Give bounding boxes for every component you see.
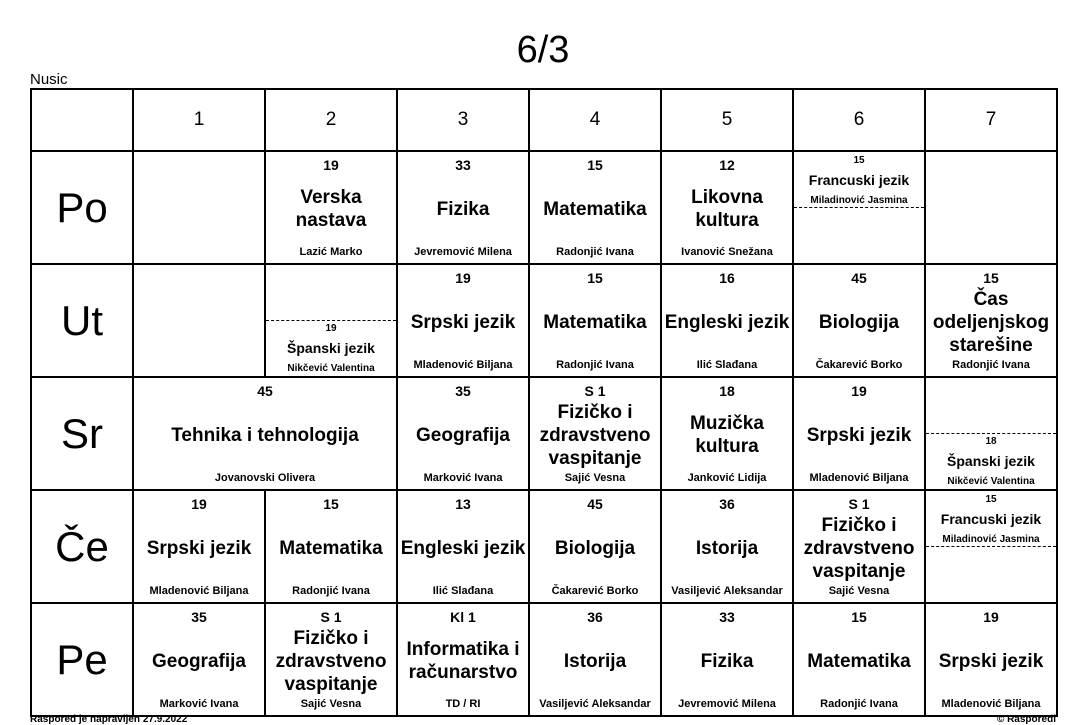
room-number: 19: [191, 496, 207, 512]
room-number: 19: [983, 609, 999, 625]
school-name: Nusic: [30, 71, 68, 88]
period-header: 2: [265, 89, 397, 151]
lesson-cell: [925, 603, 1057, 716]
lesson-cell: [397, 490, 529, 603]
day-row: [31, 377, 1057, 490]
room-number: 19: [455, 270, 471, 286]
teacher-name: Radonjić Ivana: [292, 585, 370, 597]
room-number: 45: [587, 496, 603, 512]
lesson-cell: [925, 377, 1057, 490]
room-number: 19: [851, 383, 867, 399]
day-label: Pe: [31, 603, 133, 716]
teacher-name: Radonjić Ivana: [820, 698, 898, 710]
teacher-name: Čakarević Borko: [815, 359, 903, 371]
day-row: [31, 151, 1057, 264]
lesson-cell: [793, 151, 925, 264]
subject-name: Tehnika i tehnologija: [171, 424, 359, 446]
room-number: 18: [985, 436, 997, 447]
subject-name: Srpski jezik: [806, 424, 912, 446]
lesson-cell: [529, 377, 661, 490]
teacher-name: Nikčević Valentina: [287, 363, 375, 374]
teacher-name: Marković Ivana: [159, 698, 239, 710]
room-number: 35: [455, 383, 471, 399]
subject-name: Informatika i računarstvo: [406, 639, 520, 683]
subject-name: Muzička kultura: [690, 413, 764, 457]
lesson-cell: [397, 264, 529, 377]
subject-name: Biologija: [818, 311, 900, 333]
room-number: 16: [719, 270, 735, 286]
subject-name: Srpski jezik: [410, 311, 516, 333]
teacher-name: Nikčević Valentina: [947, 476, 1035, 487]
room-number: 13: [455, 496, 471, 512]
room-number: 19: [323, 157, 339, 173]
room-number: 15: [323, 496, 339, 512]
subject-name: Fizičko i zdravstveno vaspitanje: [275, 627, 387, 695]
room-number: 36: [587, 609, 603, 625]
subject-name: Geografija: [152, 650, 246, 672]
subject-name: Španski jezik: [947, 453, 1035, 469]
lesson-cell: [529, 264, 661, 377]
class-title: 6/3: [516, 29, 570, 71]
day-label: Ut: [31, 264, 133, 377]
room-number: Kl 1: [450, 609, 476, 625]
teacher-name: Mladenović Biljana: [941, 698, 1041, 710]
teacher-name: Ilić Slađana: [432, 585, 494, 597]
teacher-name: Marković Ivana: [423, 472, 503, 484]
teacher-name: Miladinović Jasmina: [810, 195, 908, 206]
room-number: 15: [983, 270, 999, 286]
lesson-cell: [793, 377, 925, 490]
subject-name: Fizičko i zdravstveno vaspitanje: [803, 514, 915, 582]
room-number: 15: [851, 609, 867, 625]
subject-name: Čas odeljenjskog starešine: [932, 288, 1050, 356]
teacher-name: Lazić Marko: [299, 246, 363, 258]
room-number: 33: [719, 609, 735, 625]
subject-name: Fizika: [700, 650, 754, 672]
subject-name: Engleski jezik: [400, 537, 526, 559]
subject-name: Likovna kultura: [691, 187, 763, 231]
subject-name: Matematika: [543, 311, 647, 333]
timetable: [30, 88, 1058, 717]
day-row: [31, 490, 1057, 603]
teacher-name: TD / RI: [445, 698, 481, 710]
lesson-cell: [133, 151, 265, 264]
subject-name: Matematika: [543, 198, 647, 220]
group-lesson: [926, 433, 1056, 488]
subject-name: Matematika: [807, 650, 911, 672]
room-number: S 1: [320, 609, 342, 625]
teacher-name: Miladinović Jasmina: [942, 534, 1040, 545]
day-label: Sr: [31, 377, 133, 490]
lesson-cell: [133, 377, 397, 490]
lesson-cell: [925, 151, 1057, 264]
lesson-cell: [529, 490, 661, 603]
teacher-name: Jevremović Milena: [678, 698, 776, 710]
subject-name: Istorija: [563, 650, 627, 672]
lesson-cell: [661, 151, 793, 264]
period-header: 1: [133, 89, 265, 151]
day-row: [31, 264, 1057, 377]
lesson-cell: [265, 603, 397, 716]
subject-name: Biologija: [554, 537, 636, 559]
lesson-cell: [529, 603, 661, 716]
teacher-name: Radonjić Ivana: [556, 246, 634, 258]
footer-copyright: © Rasporedi: [996, 714, 1056, 725]
teacher-name: Mladenović Biljana: [809, 472, 909, 484]
lesson-cell: [265, 264, 397, 377]
subject-name: Istorija: [695, 537, 759, 559]
lesson-cell: [133, 490, 265, 603]
lesson-cell: [661, 490, 793, 603]
lesson-cell: [793, 603, 925, 716]
room-number: 19: [325, 323, 337, 334]
period-header-row: [31, 89, 1057, 151]
lesson-cell: [265, 490, 397, 603]
lesson-cell: [661, 264, 793, 377]
subject-name: Francuski jezik: [940, 511, 1042, 527]
lesson-cell: [793, 264, 925, 377]
lesson-cell: [397, 603, 529, 716]
group-lesson: [266, 320, 396, 375]
group-divider: [266, 265, 396, 321]
teacher-name: Sajić Vesna: [828, 585, 890, 597]
room-number: 35: [191, 609, 207, 625]
teacher-name: Radonjić Ivana: [556, 359, 634, 371]
teacher-name: Vasiljević Aleksandar: [539, 698, 651, 710]
subject-name: Matematika: [279, 537, 383, 559]
lesson-cell: [661, 603, 793, 716]
day-label: Če: [31, 490, 133, 603]
teacher-name: Ivanović Snežana: [681, 246, 773, 258]
day-row: [31, 603, 1057, 716]
room-number: 15: [853, 155, 865, 166]
room-number: 45: [851, 270, 867, 286]
lesson-cell: [661, 377, 793, 490]
lesson-cell: [529, 151, 661, 264]
subject-name: Srpski jezik: [146, 537, 252, 559]
lesson-cell: [397, 151, 529, 264]
lesson-cell: [793, 490, 925, 603]
room-number: 15: [985, 494, 997, 505]
teacher-name: Sajić Vesna: [300, 698, 362, 710]
subject-name: Engleski jezik: [664, 311, 790, 333]
subject-name: Španski jezik: [287, 340, 375, 356]
teacher-name: Sajić Vesna: [564, 472, 626, 484]
lesson-cell: [133, 603, 265, 716]
room-number: 15: [587, 270, 603, 286]
room-number: 15: [587, 157, 603, 173]
teacher-name: Radonjić Ivana: [952, 359, 1030, 371]
teacher-name: Ilić Slađana: [696, 359, 758, 371]
period-header: 7: [925, 89, 1057, 151]
room-number: 36: [719, 496, 735, 512]
teacher-name: Jevremović Milena: [414, 246, 512, 258]
teacher-name: Vasiljević Aleksandar: [671, 585, 783, 597]
lesson-cell: [133, 264, 265, 377]
teacher-name: Jovanovski Olivera: [214, 472, 316, 484]
subject-name: Francuski jezik: [808, 172, 910, 188]
room-number: 33: [455, 157, 471, 173]
period-header: 6: [793, 89, 925, 151]
period-header: 5: [661, 89, 793, 151]
footer-generated: Raspored je napravljen 27.9.2022: [30, 714, 188, 725]
period-header: 3: [397, 89, 529, 151]
room-number: 18: [719, 383, 735, 399]
room-number: S 1: [848, 496, 870, 512]
group-divider: [926, 378, 1056, 434]
period-header: 4: [529, 89, 661, 151]
lesson-cell: [397, 377, 529, 490]
teacher-name: Čakarević Borko: [551, 585, 639, 597]
teacher-name: Janković Lidija: [687, 472, 767, 484]
subject-name: Verska nastava: [295, 187, 367, 231]
room-number: S 1: [584, 383, 606, 399]
group-lesson: [794, 152, 924, 208]
lesson-cell: [925, 264, 1057, 377]
teacher-name: Mladenović Biljana: [413, 359, 513, 371]
room-number: 12: [719, 157, 735, 173]
subject-name: Geografija: [416, 424, 510, 446]
corner-cell: [31, 89, 133, 151]
room-number: 45: [257, 383, 273, 399]
subject-name: Fizika: [436, 198, 490, 220]
lesson-cell: [265, 151, 397, 264]
day-label: Po: [31, 151, 133, 264]
group-lesson: [926, 491, 1056, 547]
teacher-name: Mladenović Biljana: [149, 585, 249, 597]
subject-name: Fizičko i zdravstveno vaspitanje: [539, 401, 651, 469]
lesson-cell: [925, 490, 1057, 603]
subject-name: Srpski jezik: [938, 650, 1044, 672]
